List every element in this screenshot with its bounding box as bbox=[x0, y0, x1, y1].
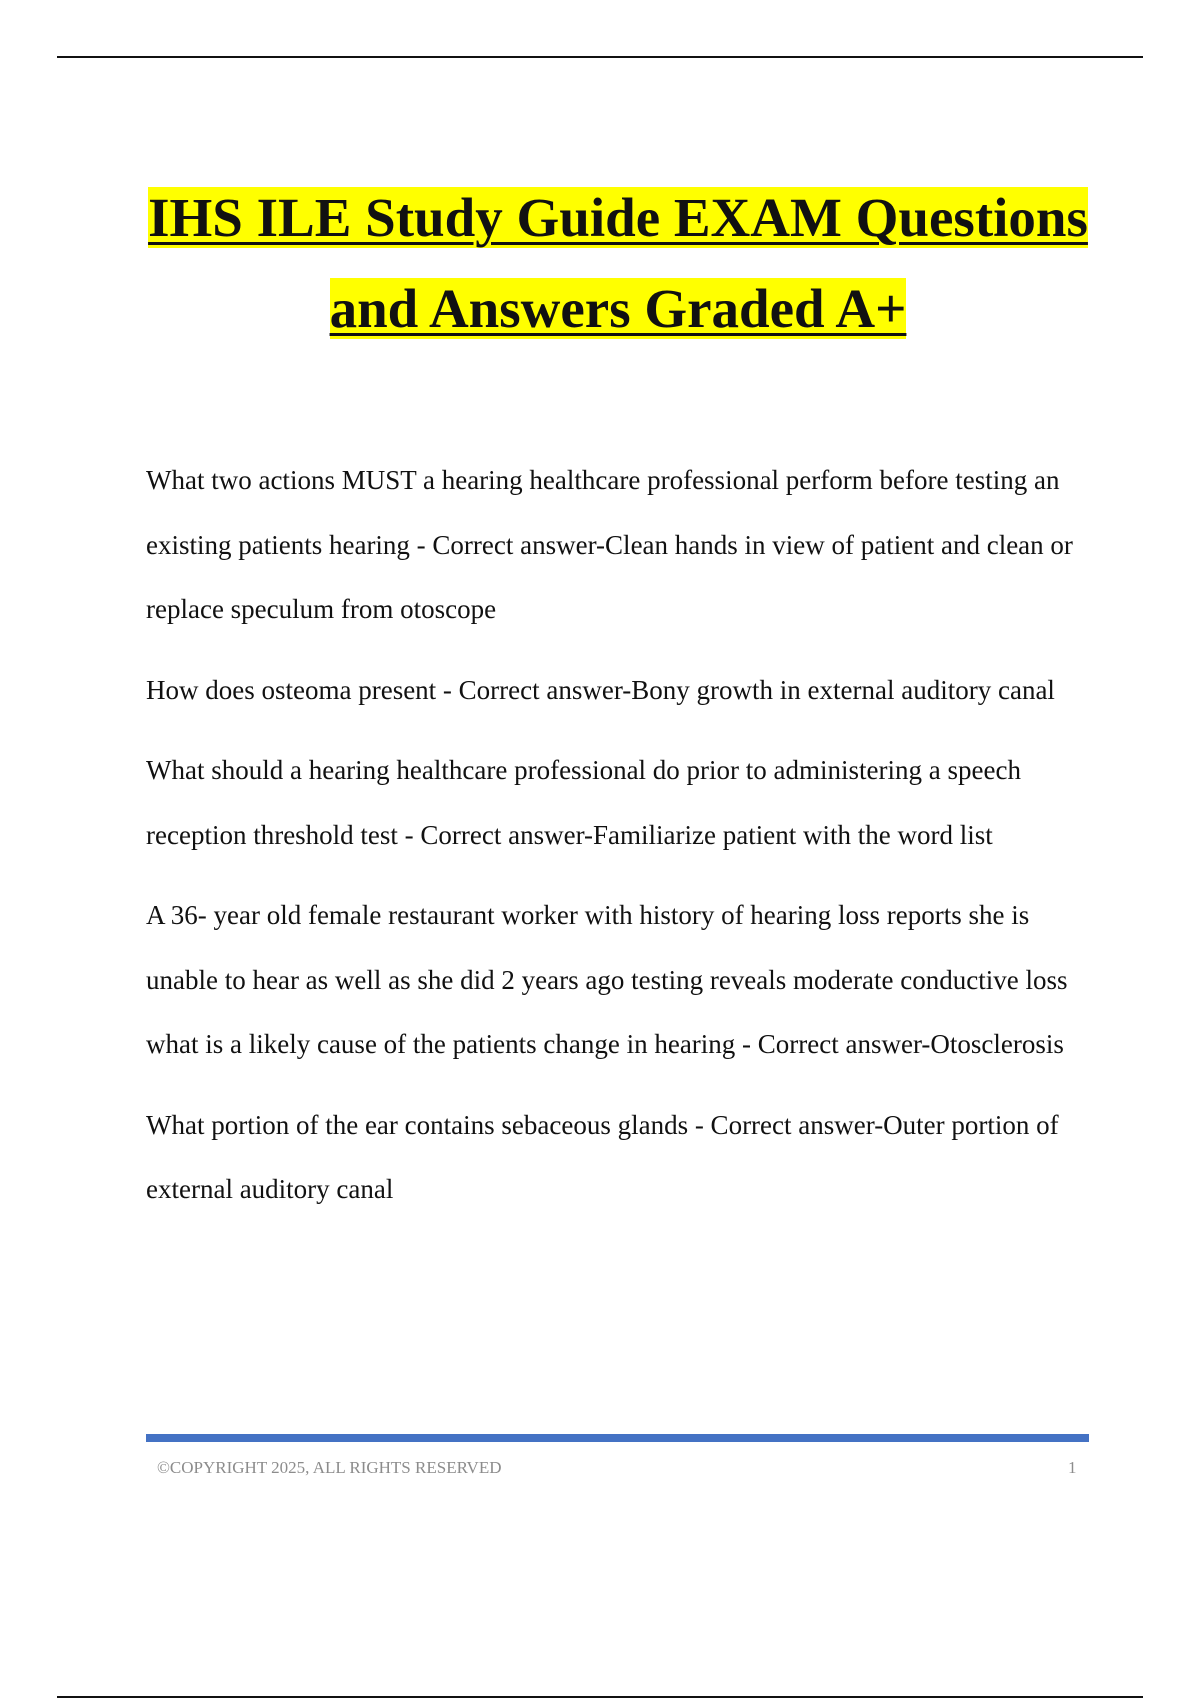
qa-item-2: How does osteoma present - Correct answer-Bony growth in external auditory canal bbox=[146, 674, 1055, 705]
bottom-rule bbox=[57, 1696, 1143, 1698]
footer-page-number: 1 bbox=[1068, 1458, 1077, 1477]
document-title bbox=[0, 172, 1200, 354]
qa-item-3: What should a hearing healthcare professional do prior to administering a speech reception threshold test - Correct answer-Familiarize patient with the word list bbox=[146, 755, 1021, 850]
qa-list bbox=[146, 448, 1086, 1238]
top-rule bbox=[57, 56, 1143, 58]
footer-copyright: ©COPYRIGHT 2025, ALL RIGHTS RESERVED bbox=[157, 1458, 502, 1477]
footer-divider-bar bbox=[146, 1434, 1089, 1442]
qa-item-1: What two actions MUST a hearing healthcare professional perform before testing an existing patients hearing - Correct answer-Clean hands in view of patient and clean or replace speculum from otoscope bbox=[146, 465, 1073, 624]
title-line-1: IHS ILE Study Guide EXAM Questions bbox=[148, 187, 1088, 248]
title-line-2: and Answers Graded A+ bbox=[329, 278, 907, 339]
qa-item-4: A 36- year old female restaurant worker with history of hearing loss reports she is unable to hear as well as she did 2 years ago testing reveals moderate conductive loss what is a likely cause of the patients change in hearing - Correct answer-Otosclerosis bbox=[146, 900, 1068, 1059]
qa-item-5: What portion of the ear contains sebaceous glands - Correct answer-Outer portion of external auditory canal bbox=[146, 1109, 1059, 1204]
